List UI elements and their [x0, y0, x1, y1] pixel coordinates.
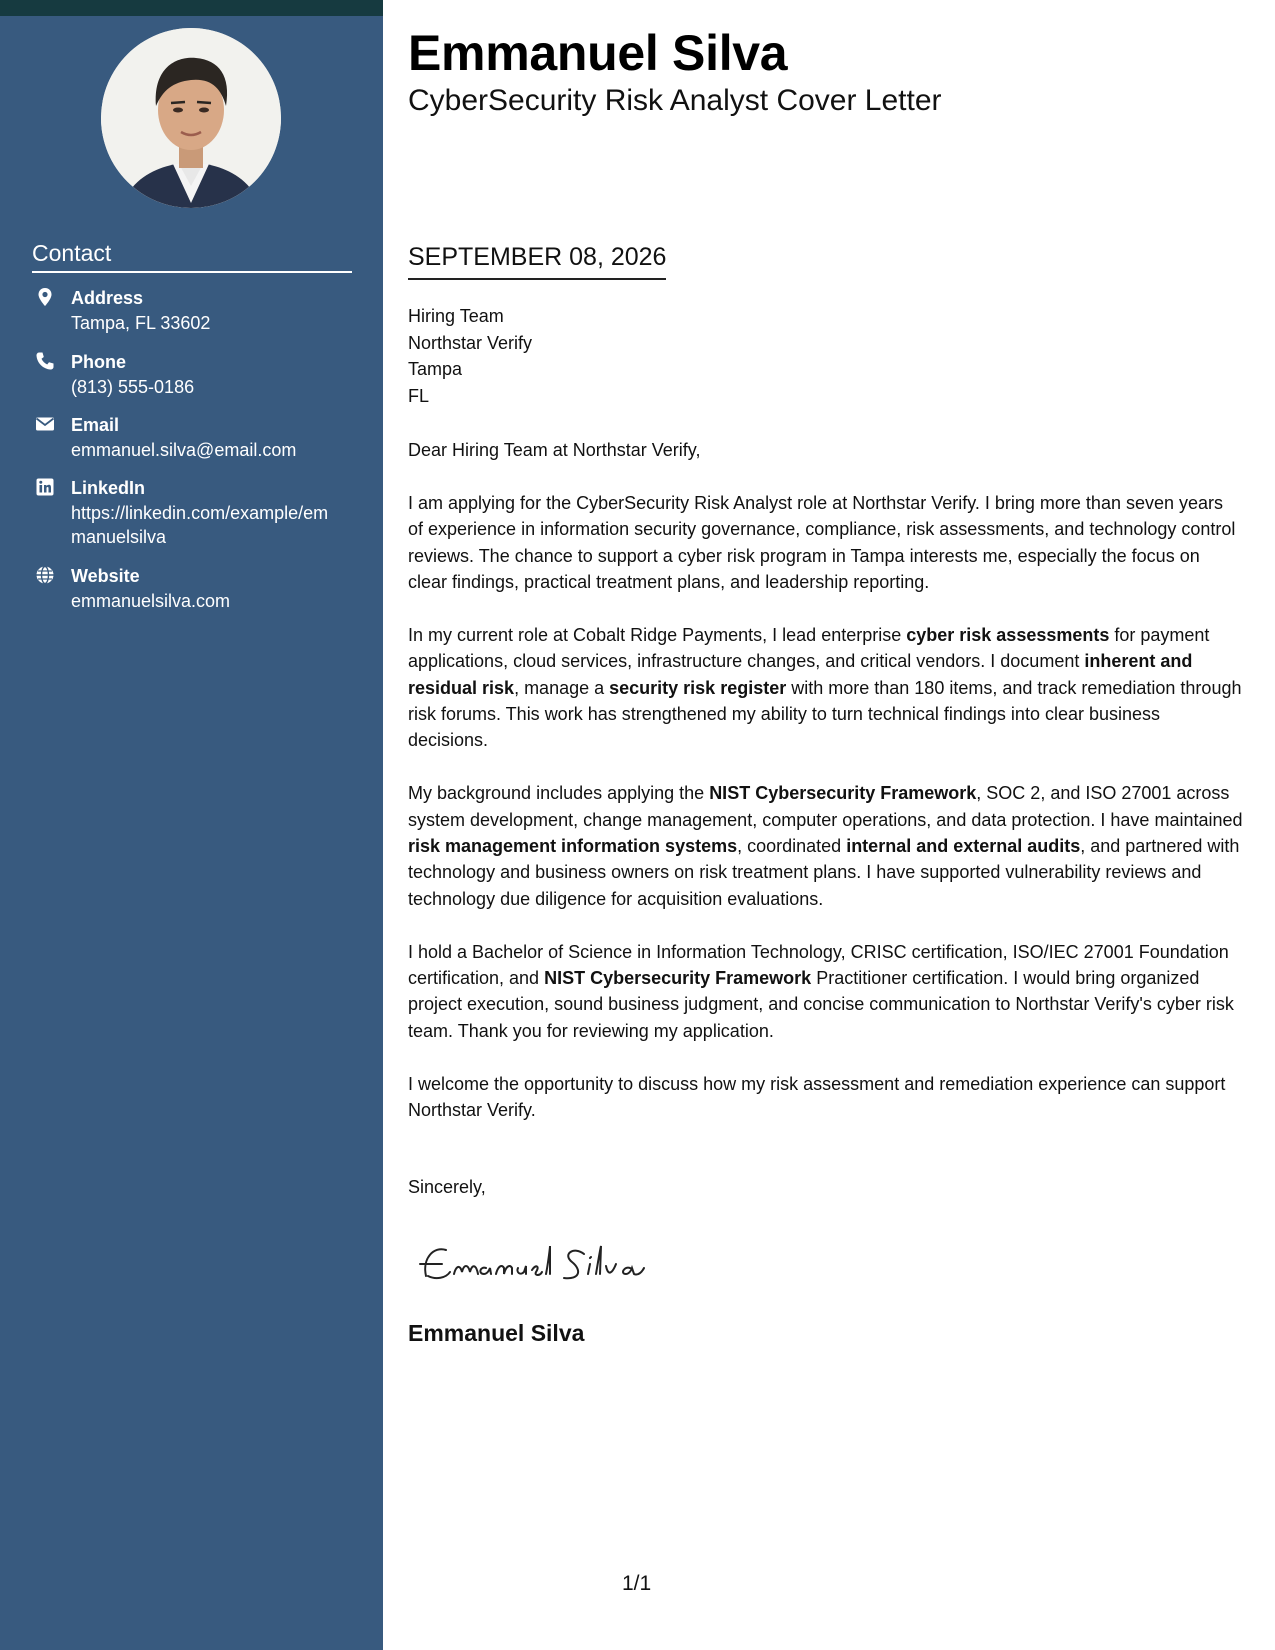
linkedin-value[interactable]: https://linkedin.com/example/emmanuelsilva — [71, 503, 329, 547]
contact-heading: Contact — [32, 240, 352, 273]
paragraph-4: I hold a Bachelor of Science in Information Technology, CRISC certification, ISO/IEC 27001 Foundation certification, and NIST Cybersecurity Framework Practitioner certification. I would bring organized project execution, sound business judgment, and concise communication to Northstar Verify's cyber risk team. Thank you for reviewing my application. — [408, 941, 1234, 1041]
recipient-line: FL — [408, 385, 430, 406]
linkedin-icon — [35, 477, 55, 497]
globe-icon — [35, 565, 55, 585]
recipient-line: Northstar Verify — [408, 332, 533, 353]
address-label: Address — [71, 288, 144, 308]
applicant-name: Emmanuel Silva — [408, 25, 788, 81]
recipient-block — [408, 303, 532, 409]
email-label: Email — [71, 415, 120, 435]
website-value[interactable]: emmanuelsilva.com — [71, 591, 231, 611]
letter-date: SEPTEMBER 08, 2026 — [408, 243, 666, 280]
handwritten-signature — [412, 1228, 672, 1298]
signed-name: Emmanuel Silva — [408, 1320, 585, 1346]
phone-value: (813) 555-0186 — [71, 377, 195, 397]
sidebar-top-bar — [0, 0, 383, 16]
sidebar — [0, 0, 383, 1650]
salutation: Dear Hiring Team at Northstar Verify, — [408, 440, 701, 460]
website-label: Website — [71, 566, 140, 586]
email-value[interactable]: emmanuel.silva@email.com — [71, 440, 297, 460]
envelope-icon — [35, 414, 55, 434]
recipient-line: Hiring Team — [408, 306, 504, 326]
paragraph-5: I welcome the opportunity to discuss how my risk assessment and remediation experience can support Northstar Verify. — [408, 1073, 1226, 1121]
linkedin-label: LinkedIn — [71, 478, 146, 498]
avatar — [101, 28, 281, 208]
map-pin-icon — [35, 287, 55, 307]
profile-photo — [101, 28, 281, 208]
address-value: Tampa, FL 33602 — [71, 313, 211, 333]
phone-label: Phone — [71, 352, 127, 372]
paragraph-2: In my current role at Cobalt Ridge Payments, I lead enterprise cyber risk assessments for payment applications, cloud services, infrastructure changes, and critical vendors. I document inherent and residual risk, manage a security risk register with more than 180 items, and track remediation through risk forums. This work has strengthened my ability to turn technical findings into clear business decisions. — [408, 624, 1242, 751]
document-subtitle: CyberSecurity Risk Analyst Cover Letter — [408, 84, 942, 117]
paragraph-3: My background includes applying the NIST Cybersecurity Framework, SOC 2, and ISO 27001 across system development, change management, computer operations, and data protection. I have maintained risk management information systems, coordinated internal and external audits, and partnered with technology and business owners on risk treatment plans. I have supported vulnerability reviews and technology due diligence for acquisition evaluations. — [408, 783, 1243, 909]
paragraph-1: I am applying for the CyberSecurity Risk Analyst role at Northstar Verify. I bring more than seven years of experience in information security governance, compliance, risk assessments, and technology control reviews. The chance to support a cyber risk program in Tampa interests me, especially the focus on clear findings, practical treatment plans, and leadership reporting. — [408, 492, 1236, 593]
phone-icon — [35, 351, 55, 371]
letter-body — [408, 437, 1243, 1150]
page-number: 1/1 — [622, 1572, 652, 1595]
closing: Sincerely, — [408, 1177, 486, 1197]
recipient-line: Tampa — [408, 359, 463, 379]
